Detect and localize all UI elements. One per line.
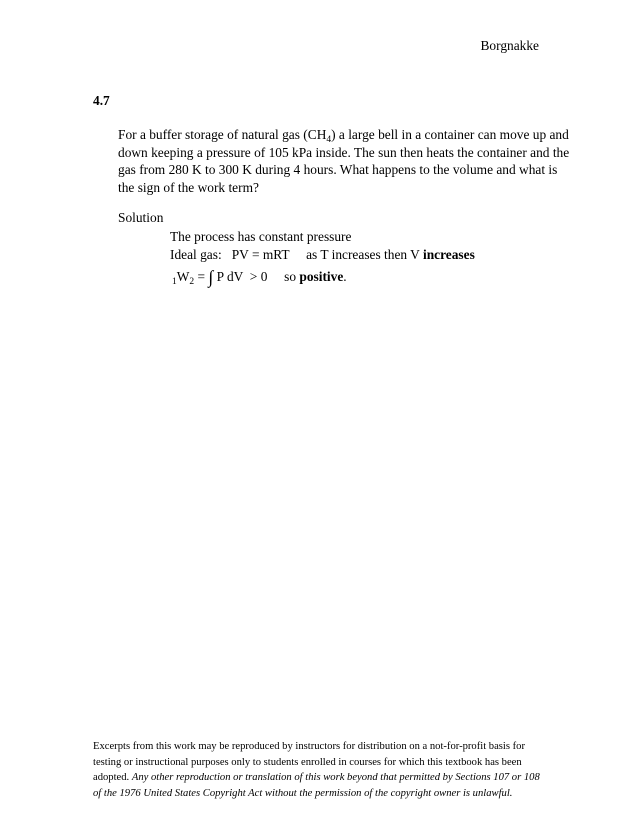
footer-line bbox=[93, 786, 540, 802]
text: adopted. bbox=[93, 772, 132, 783]
problem-line: the sign of the work term? bbox=[118, 179, 259, 195]
italic-text: Any other reproduction or translation of this work beyond that permitted by Sections 107 or 108 bbox=[131, 772, 540, 783]
italic-text: of the 1976 United States Copyright Act without the permission of the copyright owner is unlawful. bbox=[93, 787, 513, 799]
copyright-footer bbox=[93, 739, 540, 801]
footer-line: testing or instructional purposes only to students enrolled in courses for which this textbook has been bbox=[93, 756, 522, 768]
text: W bbox=[176, 269, 190, 284]
problem-line: down keeping a pressure of 105 kPa inside. The sun then heats the container and the bbox=[118, 144, 570, 160]
text: = bbox=[194, 269, 209, 284]
text: Ideal gas: PV = mRT as T increases then V bbox=[170, 247, 423, 262]
text: P dV > 0 so bbox=[213, 269, 300, 284]
integral-symbol: ∫ bbox=[208, 267, 214, 287]
footer-line: Excerpts from this work may be reproduced by instructors for distribution on a not-for-profit basis for bbox=[93, 741, 525, 752]
text: ) a large bell in a container can move up and bbox=[331, 127, 569, 142]
bold-text: increases bbox=[422, 247, 475, 262]
work-equation bbox=[172, 268, 347, 287]
subscript: 2 bbox=[189, 277, 195, 287]
solution-line-1: The process has constant pressure bbox=[170, 229, 352, 244]
text: For a buffer storage of natural gas (CH bbox=[118, 127, 327, 142]
solution-heading: Solution bbox=[118, 210, 164, 225]
bold-text: positive bbox=[299, 269, 344, 284]
problem-number: 4.7 bbox=[93, 93, 110, 108]
problem-line bbox=[118, 126, 569, 144]
solution-line-2 bbox=[170, 246, 475, 264]
problem-statement bbox=[118, 126, 569, 196]
subscript: 4 bbox=[326, 135, 332, 145]
text: . bbox=[343, 269, 347, 284]
footer-line bbox=[93, 770, 540, 786]
header-author: Borgnakke bbox=[480, 38, 539, 53]
problem-line: gas from 280 K to 300 K during 4 hours. What happens to the volume and what is bbox=[118, 162, 558, 177]
subscript: 1 bbox=[172, 277, 177, 287]
